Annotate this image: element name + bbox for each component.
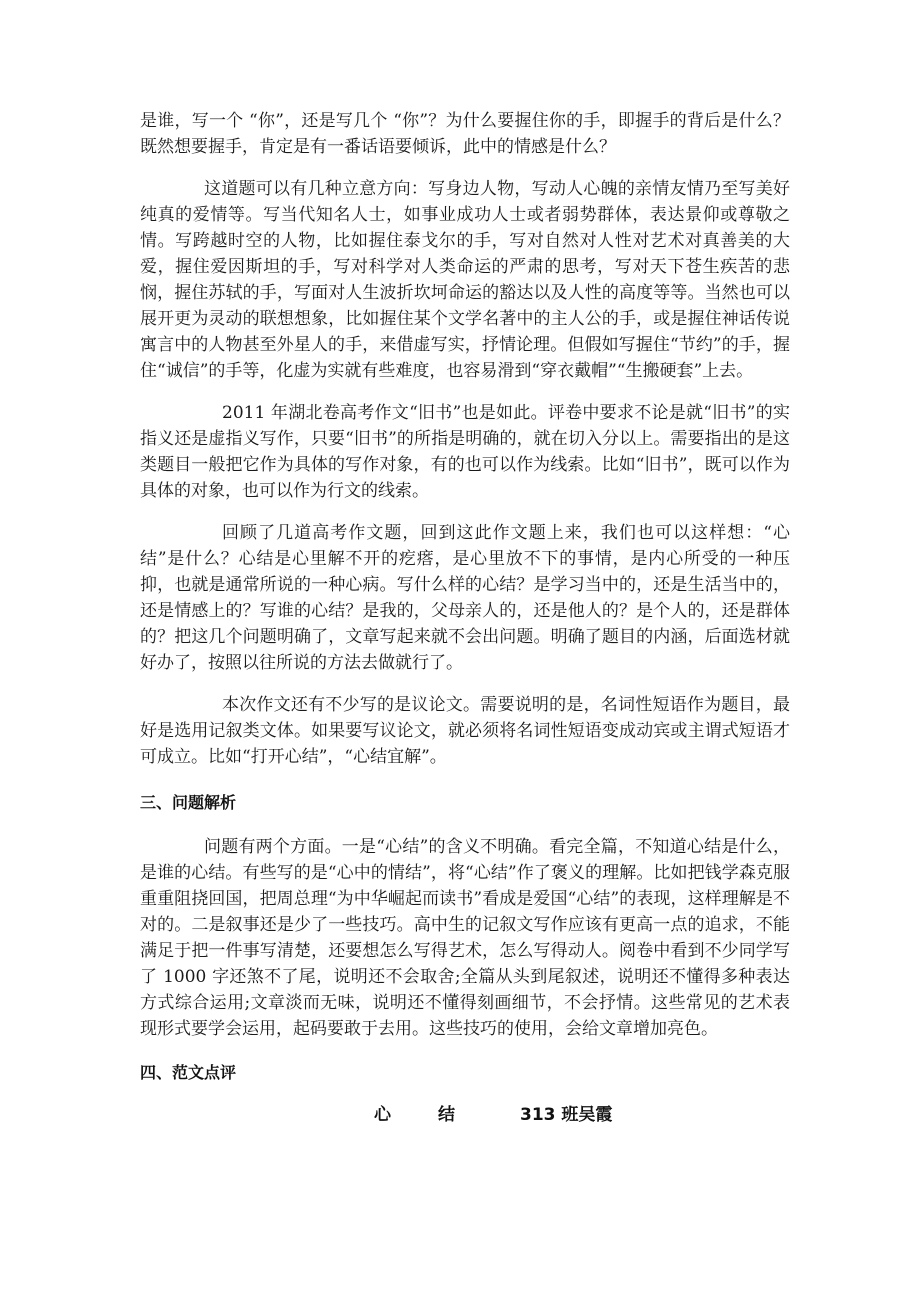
section-heading-4: 四、范文点评 (140, 1063, 237, 1082)
paragraph-6: 问题有两个方面。一是“心结”的含义不明确。看完全篇，不知道心结是什么，是谁的心结。有些写的是“心中的情结”，将“心结”作了褒义的理解。比如把钱学森克服重重阻挠回国，把周总理“为中华崛起而读书”看成是爱国“心结”的表现，这样理解是不对的。二是叙事还是少了一些技巧。高中生的记叙文写作应该有更高一点的追求，不能满足于把一件事写清楚，还要想怎么写得艺术，怎么写得动人。阅卷中看到不少同学写了 1000 字还煞不了尾，说明还不会取舍;全篇从头到尾叙述，说明还不懂得多种表达方式综合运用;文章淡而无味，说明还不懂得刻画细节，不会抒情。这些常见的艺术表现形式要学会运用，起码要敢于去用。这些技巧的使用，会给文章增加亮色。 (140, 837, 790, 1039)
paragraph-1: 是谁，写一个 “你”，还是写几个 “你”？为什么要握住你的手，即握手的背后是什么？既然想要握手，肯定是有一番话语要倾诉，此中的情感是什么？ (140, 111, 790, 157)
essay-title-char-1: 心 (374, 1105, 391, 1125)
paragraph-2: 这道题可以有几种立意方向：写身边人物，写动人心魄的亲情友情乃至写美好纯真的爱情等。写当代知名人士，如事业成功人士或者弱势群体，表达景仰或尊敬之情。写跨越时空的人物，比如握住泰戈尔的手，写对自然对人性对艺术对真善美的大爱，握住爱因斯坦的手，写对科学对人类命运的严肃的思考，写对天下苍生疾苦的悲悯，握住苏轼的手，写面对人生波折坎坷命运的豁达以及人性的高度等等。当然也可以展开更为灵动的联想想象，比如握住某个文学名著中的主人公的手，或是握住神话传说寓言中的人物甚至外星人的手，来借虚写实，抒情论理。但假如写握住“节约”的手，握住“诚信”的手等，化虚为实就有些难度，也容易滑到“穿衣戴帽”“生搬硬套”上去。 (140, 179, 790, 381)
essay-title-char-2: 结 (438, 1105, 455, 1125)
paragraph-5: 本次作文还有不少写的是议论文。需要说明的是，名词性短语作为题目，最好是选用记叙类文体。如果要写议论文，就必须将名词性短语变成动宾或主谓式短语才可成立。比如“打开心结”，“心结宜解”。 (140, 695, 790, 767)
document-page (140, 108, 790, 1128)
paragraph-3: 2011 年湖北卷高考作文“旧书”也是如此。评卷中要求不论是就“旧书”的实指义还是虚指义写作，只要“旧书”的所指是明确的，就在切入分以上。需要指出的是这类题目一般把它作为具体的写作对象，有的也可以作为线索。比如“旧书”，既可以作为具体的对象，也可以作为行文的线索。 (140, 403, 790, 501)
paragraph-4: 回顾了几道高考作文题，回到这此作文题上来，我们也可以这样想：“心结”是什么？心结是心里解不开的疙瘩，是心里放不下的事情，是内心所受的一种压抑，也就是通常所说的一种心病。写什么样的心结？是学习当中的，还是生活当中的，还是情感上的？写谁的心结？是我的，父母亲人的，还是他人的？是个人的，还是群体的？把这几个问题明确了，文章写起来就不会出问题。明确了题目的内涵，后面选材就好办了，按照以往所说的方法去做就行了。 (140, 523, 790, 673)
essay-title (140, 1102, 790, 1128)
essay-author: 313 班吴霞 (520, 1105, 613, 1125)
section-heading-3: 三、问题解析 (140, 793, 237, 812)
